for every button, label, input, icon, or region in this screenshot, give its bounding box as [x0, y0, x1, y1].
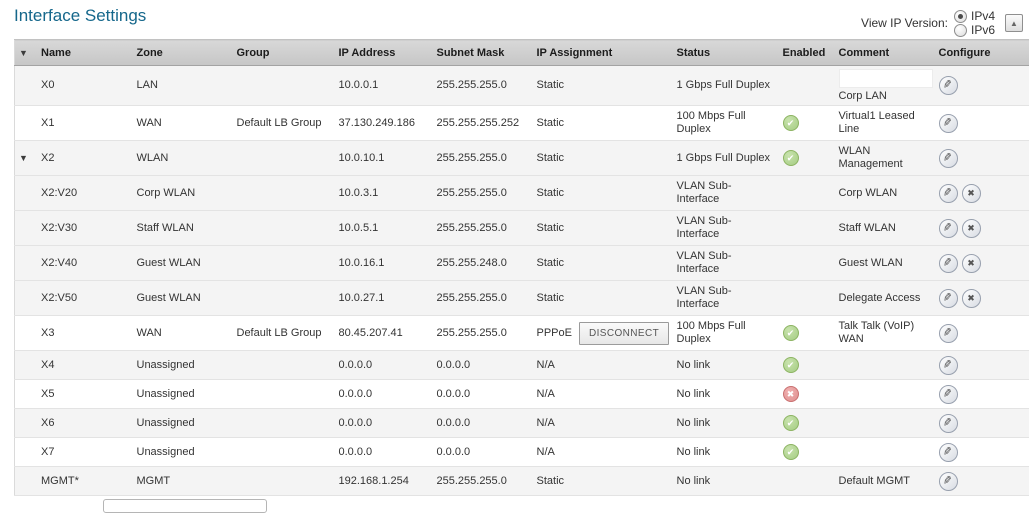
ip-address-cell: 0.0.0.0	[335, 380, 433, 409]
group-cell	[233, 246, 335, 281]
delete-button[interactable]	[962, 219, 981, 238]
pencil-icon: ✎	[943, 256, 954, 270]
enabled-cell	[779, 380, 835, 409]
comment-cell	[835, 211, 935, 246]
enabled-check-icon[interactable]: ✔	[783, 325, 799, 341]
pencil-icon: ✎	[943, 326, 954, 340]
comment-cell	[835, 467, 935, 496]
edit-button[interactable]	[939, 289, 958, 308]
comment-cell	[835, 316, 935, 351]
name-cell	[15, 281, 133, 316]
expand-all-icon[interactable]: ▼	[19, 48, 41, 58]
zone-cell: WAN	[133, 316, 233, 351]
group-cell	[233, 281, 335, 316]
column-header-comment	[835, 40, 935, 66]
ip-address-cell: 10.0.3.1	[335, 176, 433, 211]
zone-cell: Guest WLAN	[133, 281, 233, 316]
enabled-cell	[779, 66, 835, 106]
comment-text: Corp LAN	[839, 90, 887, 102]
radio-label: IPv6	[971, 23, 995, 37]
interface-name: X7	[41, 446, 54, 459]
table-row-x0	[15, 66, 1029, 106]
collapse-section-button[interactable]	[1005, 14, 1023, 32]
column-header-zone	[133, 40, 233, 66]
configure-cell	[935, 66, 1029, 106]
ip-assignment-value: Static	[537, 292, 565, 305]
delete-button[interactable]	[962, 184, 981, 203]
row-expander-icon[interactable]: ▼	[19, 152, 41, 165]
configure-cell	[935, 211, 1029, 246]
column-header-label: Status	[677, 47, 711, 59]
configure-cell	[935, 316, 1029, 351]
status-cell: 1 Gbps Full Duplex	[673, 66, 779, 106]
subnet-mask-cell: 0.0.0.0	[433, 438, 533, 467]
edit-button[interactable]	[939, 324, 958, 343]
status-cell: 100 Mbps Full Duplex	[673, 316, 779, 351]
pencil-icon: ✎	[943, 78, 954, 92]
configure-cell	[935, 351, 1029, 380]
name-cell	[15, 438, 133, 467]
ip-version-radios	[954, 9, 995, 37]
ip-assignment-value: Static	[537, 222, 565, 235]
ip-address-cell: 80.45.207.41	[335, 316, 433, 351]
comment-text: Corp WLAN	[839, 187, 898, 199]
interface-name: X3	[41, 327, 54, 340]
table-row-x2-v30	[15, 211, 1029, 246]
edit-button[interactable]	[939, 76, 958, 95]
ip-address-cell: 37.130.249.186	[335, 106, 433, 141]
subnet-mask-cell: 255.255.255.0	[433, 141, 533, 176]
table-row-x3	[15, 316, 1029, 351]
configure-cell	[935, 409, 1029, 438]
configure-cell	[935, 141, 1029, 176]
enabled-check-icon[interactable]: ✔	[783, 444, 799, 460]
zone-cell: Unassigned	[133, 380, 233, 409]
subnet-mask-cell: 255.255.255.0	[433, 66, 533, 106]
edit-button[interactable]	[939, 219, 958, 238]
radio-label: IPv4	[971, 9, 995, 23]
ip-assignment-cell	[533, 211, 673, 246]
group-cell: Default LB Group	[233, 106, 335, 141]
interface-name: X2:V50	[41, 292, 77, 305]
table-row-x4	[15, 351, 1029, 380]
enabled-cell	[779, 211, 835, 246]
ip-assignment-cell	[533, 380, 673, 409]
page-title: Interface Settings	[14, 5, 146, 26]
ip-address-cell: 10.0.27.1	[335, 281, 433, 316]
ip-address-cell: 10.0.10.1	[335, 141, 433, 176]
zone-cell: Unassigned	[133, 351, 233, 380]
name-cell	[15, 211, 133, 246]
column-header-label: Comment	[839, 47, 890, 59]
column-header-label: IP Address	[339, 47, 396, 59]
column-header-status	[673, 40, 779, 66]
group-cell	[233, 66, 335, 106]
ip-address-cell: 10.0.16.1	[335, 246, 433, 281]
tooltip-box-cutoff	[103, 499, 267, 513]
ip-assignment-cell	[533, 141, 673, 176]
ip-assignment-cell	[533, 176, 673, 211]
name-cell	[15, 380, 133, 409]
status-cell: VLAN Sub-Interface	[673, 176, 779, 211]
comment-text: WLAN Management	[839, 145, 903, 170]
interface-name: X4	[41, 359, 54, 372]
pencil-icon: ✎	[943, 151, 954, 165]
subnet-mask-cell: 255.255.255.0	[433, 281, 533, 316]
ip-assignment-cell	[533, 467, 673, 496]
column-header-label: Zone	[137, 47, 163, 59]
table-row-mgmt-	[15, 467, 1029, 496]
pencil-icon: ✎	[943, 291, 954, 305]
comment-cell	[835, 281, 935, 316]
interface-name: X5	[41, 388, 54, 401]
interface-table-body	[15, 66, 1029, 496]
table-row-x7	[15, 438, 1029, 467]
interface-name: X1	[41, 117, 54, 130]
column-header-enabled	[779, 40, 835, 66]
name-cell	[15, 106, 133, 141]
x-icon: ✖	[967, 222, 975, 235]
x-icon: ✖	[967, 292, 975, 305]
group-cell	[233, 141, 335, 176]
ip-assignment-value: PPPoE	[537, 327, 572, 340]
group-cell	[233, 380, 335, 409]
enabled-cell	[779, 409, 835, 438]
ip-address-cell: 192.168.1.254	[335, 467, 433, 496]
enabled-cell	[779, 351, 835, 380]
subnet-mask-cell: 0.0.0.0	[433, 380, 533, 409]
ip-assignment-cell	[533, 316, 673, 351]
pencil-icon: ✎	[943, 221, 954, 235]
ip-version-option-ipv4[interactable]	[954, 9, 995, 23]
enabled-cell	[779, 176, 835, 211]
delete-button[interactable]	[962, 254, 981, 273]
group-cell: Default LB Group	[233, 316, 335, 351]
interface-name: X2:V30	[41, 222, 77, 235]
pencil-icon: ✎	[943, 416, 954, 430]
delete-button[interactable]	[962, 289, 981, 308]
edit-button[interactable]	[939, 472, 958, 491]
subnet-mask-cell: 0.0.0.0	[433, 351, 533, 380]
group-cell	[233, 176, 335, 211]
top-bar	[0, 0, 1029, 39]
zone-cell: Staff WLAN	[133, 211, 233, 246]
edit-button[interactable]	[939, 356, 958, 375]
zone-cell: Guest WLAN	[133, 246, 233, 281]
column-header-label: Group	[237, 47, 270, 59]
comment-edit-box[interactable]	[839, 69, 933, 88]
table-row-x2-v50	[15, 281, 1029, 316]
column-header-subnet-mask	[433, 40, 533, 66]
ip-assignment-value: Static	[537, 257, 565, 270]
enabled-check-icon[interactable]: ✔	[783, 415, 799, 431]
ip-assignment-value: N/A	[537, 417, 555, 430]
comment-cell	[835, 106, 935, 141]
table-row-x5	[15, 380, 1029, 409]
table-row-x2	[15, 141, 1029, 176]
column-header-label: Configure	[939, 47, 991, 59]
pencil-icon: ✎	[943, 445, 954, 459]
interface-name: X6	[41, 417, 54, 430]
column-header-group	[233, 40, 335, 66]
column-header-name	[15, 40, 133, 66]
status-cell: 1 Gbps Full Duplex	[673, 141, 779, 176]
disabled-x-icon[interactable]: ✖	[783, 386, 799, 402]
edit-button[interactable]	[939, 385, 958, 404]
status-cell: VLAN Sub-Interface	[673, 211, 779, 246]
ip-address-cell: 10.0.5.1	[335, 211, 433, 246]
ip-assignment-value: Static	[537, 152, 565, 165]
configure-cell	[935, 438, 1029, 467]
ip-assignment-value: N/A	[537, 359, 555, 372]
ip-assignment-cell	[533, 281, 673, 316]
enabled-cell	[779, 316, 835, 351]
zone-cell: Unassigned	[133, 438, 233, 467]
group-cell	[233, 211, 335, 246]
column-header-configure	[935, 40, 1029, 66]
ip-address-cell: 10.0.0.1	[335, 66, 433, 106]
ip-assignment-cell	[533, 246, 673, 281]
subnet-mask-cell: 0.0.0.0	[433, 409, 533, 438]
ip-assignment-cell	[533, 351, 673, 380]
name-cell	[15, 141, 133, 176]
name-cell	[15, 351, 133, 380]
subnet-mask-cell: 255.255.255.0	[433, 211, 533, 246]
top-right-controls	[861, 5, 1023, 37]
table-row-x2-v40	[15, 246, 1029, 281]
table-row-x1	[15, 106, 1029, 141]
comment-text: Guest WLAN	[839, 257, 903, 269]
column-header-label: IP Assignment	[537, 47, 613, 59]
interface-name: X0	[41, 79, 54, 92]
ip-assignment-value: N/A	[537, 388, 555, 401]
configure-cell	[935, 467, 1029, 496]
comment-text: Delegate Access	[839, 292, 921, 304]
disconnect-button[interactable]: DISCONNECT	[579, 322, 669, 345]
status-cell: 100 Mbps Full Duplex	[673, 106, 779, 141]
ip-assignment-cell	[533, 106, 673, 141]
zone-cell: Corp WLAN	[133, 176, 233, 211]
ip-assignment-value: Static	[537, 79, 565, 92]
ip-assignment-value: Static	[537, 117, 565, 130]
ip-assignment-value: N/A	[537, 446, 555, 459]
zone-cell: LAN	[133, 66, 233, 106]
interface-table-header	[15, 40, 1029, 66]
x-icon: ✖	[967, 257, 975, 270]
up-arrow-icon: ▲	[1010, 19, 1018, 28]
group-cell	[233, 409, 335, 438]
pencil-icon: ✎	[943, 186, 954, 200]
edit-button[interactable]	[939, 443, 958, 462]
zone-cell: MGMT	[133, 467, 233, 496]
configure-cell	[935, 176, 1029, 211]
group-cell	[233, 467, 335, 496]
edit-button[interactable]	[939, 254, 958, 273]
comment-cell	[835, 409, 935, 438]
edit-button[interactable]	[939, 414, 958, 433]
enabled-check-icon[interactable]: ✔	[783, 357, 799, 373]
enabled-cell	[779, 281, 835, 316]
name-cell	[15, 467, 133, 496]
pencil-icon: ✎	[943, 474, 954, 488]
comment-cell	[835, 351, 935, 380]
column-header-label: Subnet Mask	[437, 47, 505, 59]
ip-assignment-cell	[533, 438, 673, 467]
interface-settings-table	[14, 39, 1029, 496]
interface-name: X2:V40	[41, 257, 77, 270]
table-row-x6	[15, 409, 1029, 438]
status-cell: No link	[673, 380, 779, 409]
ip-assignment-cell	[533, 66, 673, 106]
table-row-x2-v20	[15, 176, 1029, 211]
enabled-cell	[779, 106, 835, 141]
ip-address-cell: 0.0.0.0	[335, 409, 433, 438]
pencil-icon: ✎	[943, 387, 954, 401]
interface-name: X2	[41, 152, 54, 165]
comment-cell	[835, 438, 935, 467]
column-header-label: Name	[41, 47, 71, 59]
subnet-mask-cell: 255.255.255.0	[433, 467, 533, 496]
comment-text: Talk Talk (VoIP) WAN	[839, 320, 915, 345]
column-header-label: Enabled	[783, 47, 826, 59]
x-icon: ✖	[967, 187, 975, 200]
ip-address-cell: 0.0.0.0	[335, 351, 433, 380]
configure-cell	[935, 106, 1029, 141]
ip-address-cell: 0.0.0.0	[335, 438, 433, 467]
subnet-mask-cell: 255.255.248.0	[433, 246, 533, 281]
status-cell: No link	[673, 351, 779, 380]
edit-button[interactable]	[939, 149, 958, 168]
comment-text: Virtual1 Leased Line	[839, 110, 915, 135]
name-cell	[15, 176, 133, 211]
pencil-icon: ✎	[943, 358, 954, 372]
zone-cell: WAN	[133, 106, 233, 141]
enabled-check-icon[interactable]: ✔	[783, 150, 799, 166]
edit-button[interactable]	[939, 184, 958, 203]
name-cell	[15, 409, 133, 438]
interface-name: X2:V20	[41, 187, 77, 200]
view-ip-version-label: View IP Version:	[861, 16, 948, 30]
configure-cell	[935, 380, 1029, 409]
configure-cell	[935, 246, 1029, 281]
ip-assignment-cell	[533, 409, 673, 438]
view-ip-version-group	[861, 9, 995, 37]
status-cell: No link	[673, 438, 779, 467]
radio-button-ipv6[interactable]	[954, 24, 967, 37]
name-cell	[15, 66, 133, 106]
enabled-cell	[779, 141, 835, 176]
column-header-ip-assignment	[533, 40, 673, 66]
status-cell: No link	[673, 467, 779, 496]
group-cell	[233, 438, 335, 467]
zone-cell: Unassigned	[133, 409, 233, 438]
comment-cell	[835, 380, 935, 409]
name-cell	[15, 246, 133, 281]
column-header-ip-address	[335, 40, 433, 66]
ip-assignment-value: Static	[537, 475, 565, 488]
enabled-cell	[779, 438, 835, 467]
ip-assignment-value: Static	[537, 187, 565, 200]
enabled-check-icon[interactable]: ✔	[783, 115, 799, 131]
status-cell: No link	[673, 409, 779, 438]
subnet-mask-cell: 255.255.255.252	[433, 106, 533, 141]
comment-cell	[835, 141, 935, 176]
pencil-icon: ✎	[943, 116, 954, 130]
edit-button[interactable]	[939, 114, 958, 133]
comment-cell	[835, 246, 935, 281]
group-cell	[233, 351, 335, 380]
comment-cell	[835, 176, 935, 211]
subnet-mask-cell: 255.255.255.0	[433, 176, 533, 211]
enabled-cell	[779, 246, 835, 281]
name-cell	[15, 316, 133, 351]
status-cell: VLAN Sub-Interface	[673, 246, 779, 281]
zone-cell: WLAN	[133, 141, 233, 176]
ip-version-option-ipv6[interactable]	[954, 23, 995, 37]
radio-button-ipv4[interactable]	[954, 10, 967, 23]
interface-name: MGMT*	[41, 475, 79, 488]
comment-cell	[835, 66, 935, 106]
comment-text: Staff WLAN	[839, 222, 896, 234]
configure-cell	[935, 281, 1029, 316]
comment-text: Default MGMT	[839, 475, 911, 487]
subnet-mask-cell: 255.255.255.0	[433, 316, 533, 351]
status-cell: VLAN Sub-Interface	[673, 281, 779, 316]
enabled-cell	[779, 467, 835, 496]
